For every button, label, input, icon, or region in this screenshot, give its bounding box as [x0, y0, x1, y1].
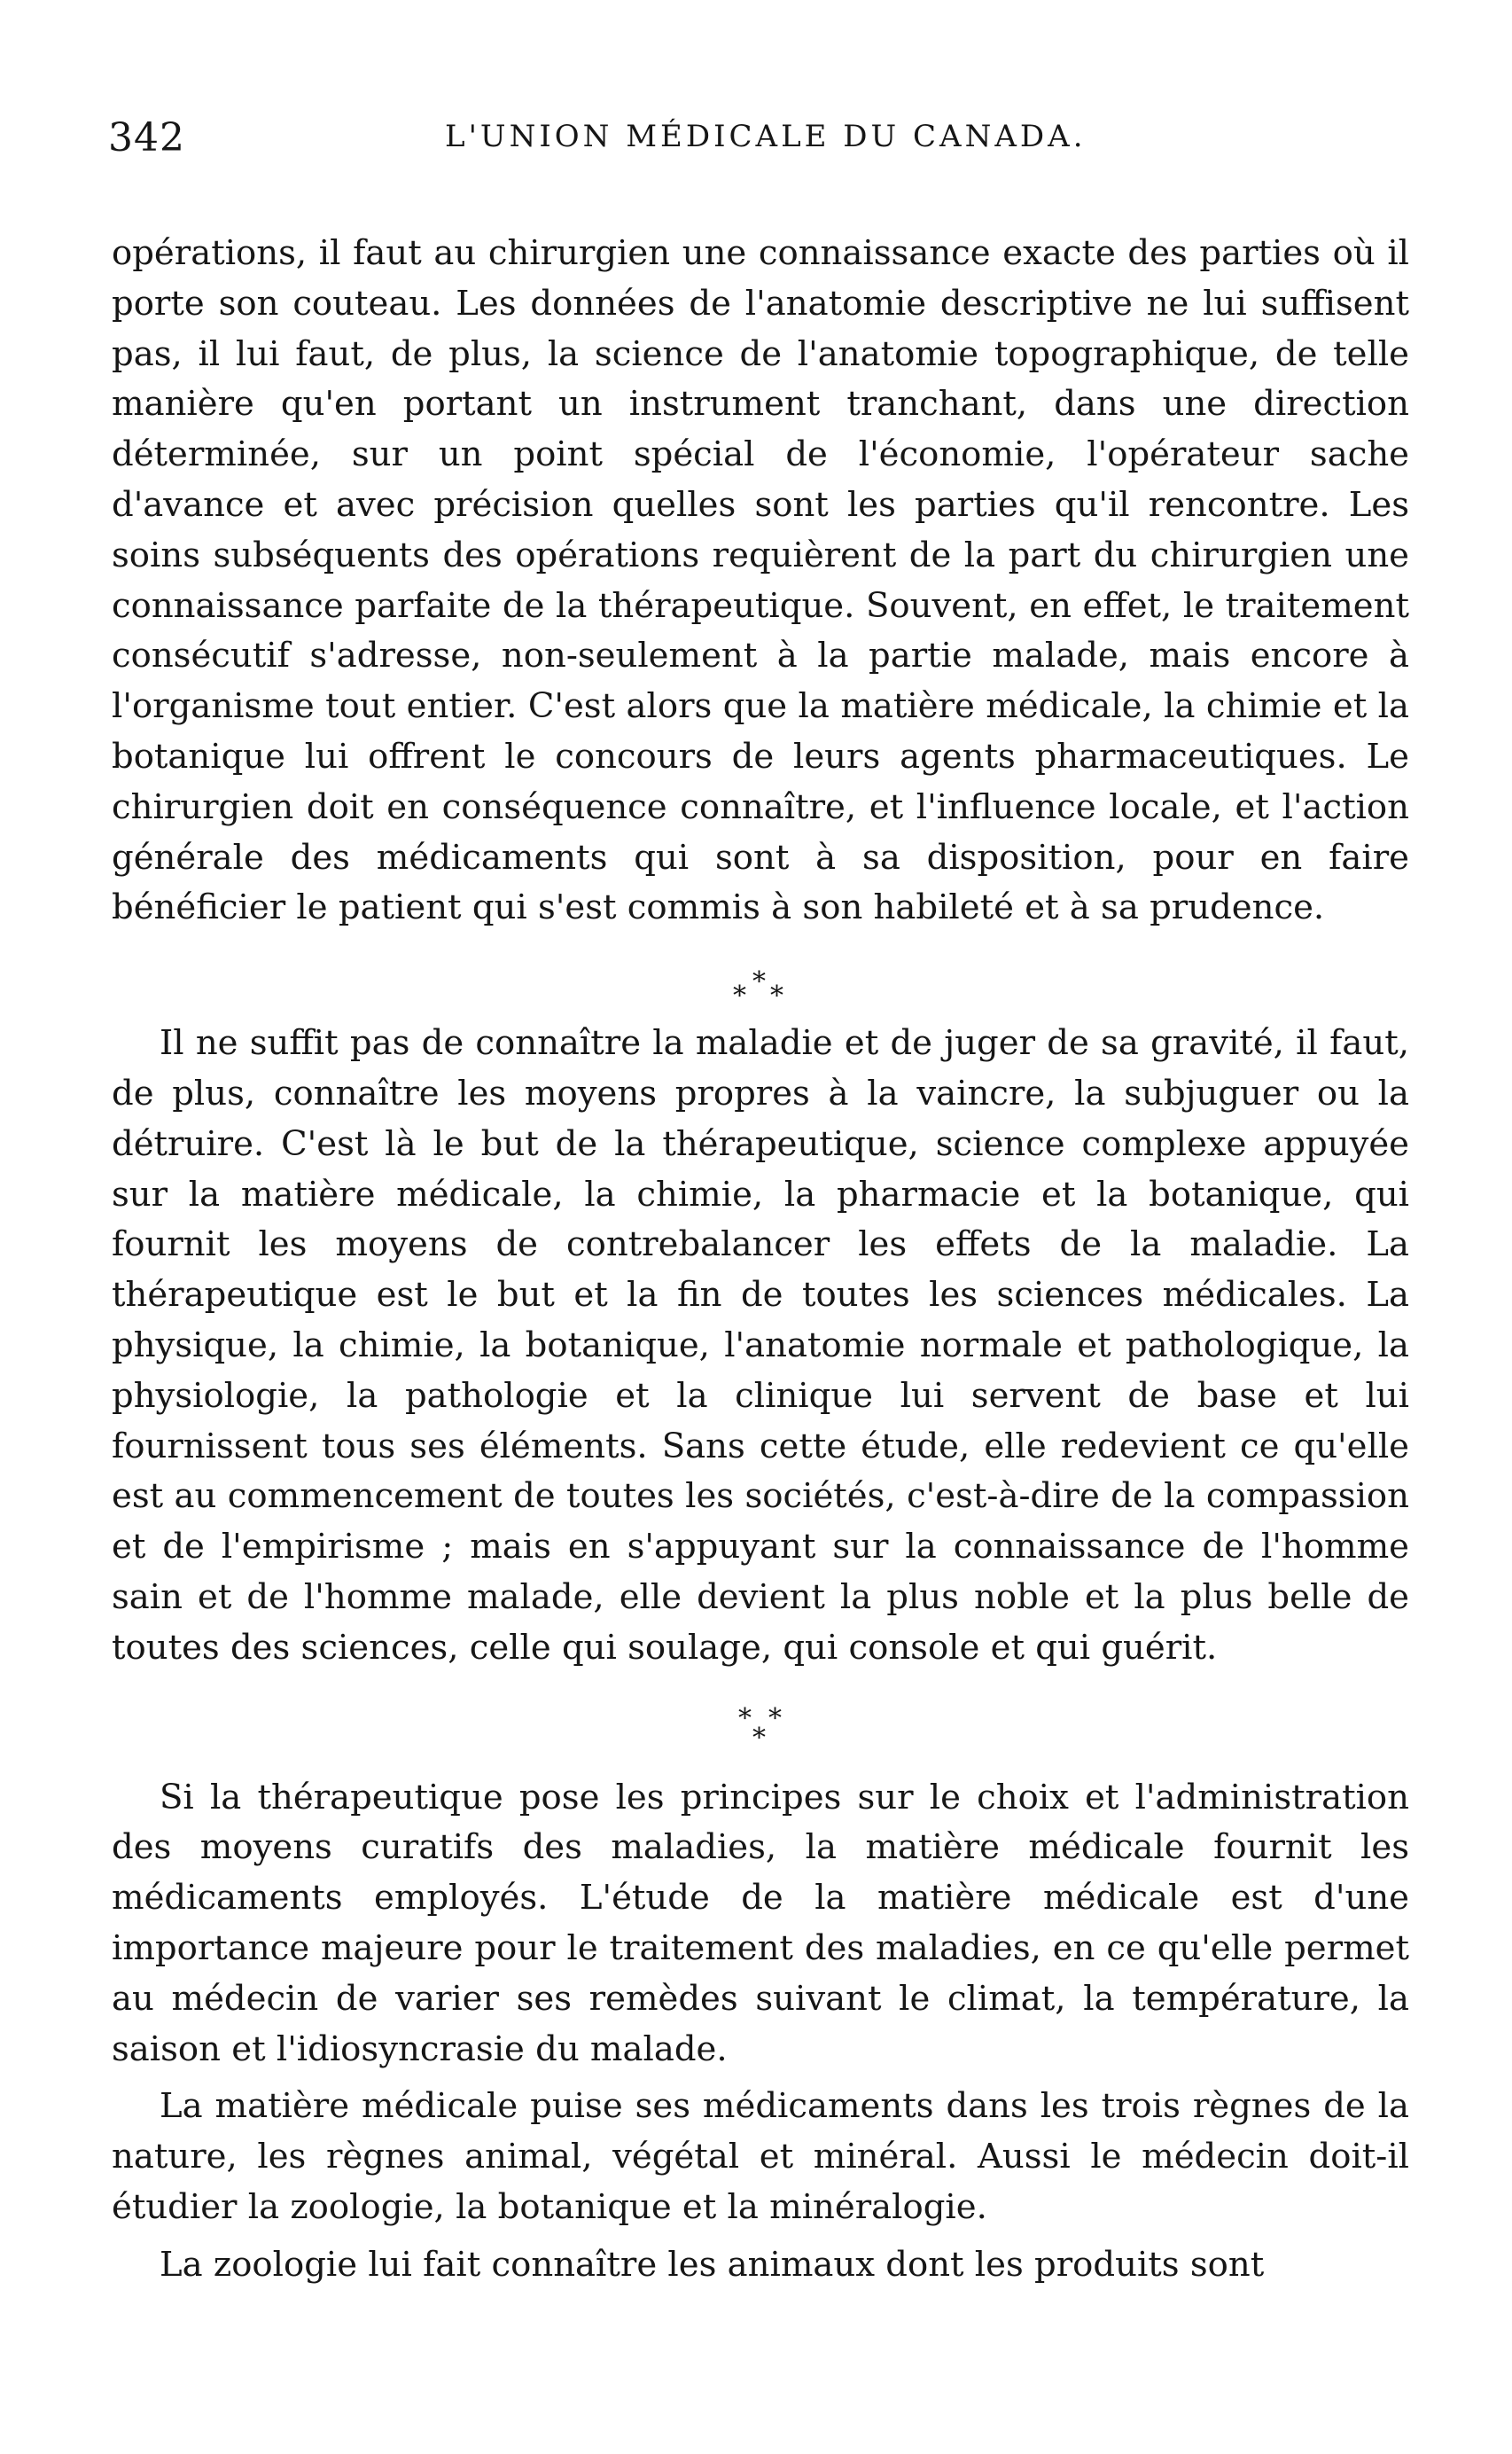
asterism — [729, 1702, 791, 1754]
section-separator — [112, 1674, 1409, 1773]
running-title: L'UNION MÉDICALE DU CANADA. — [445, 119, 1087, 154]
paragraph: Il ne suffit pas de connaître la maladie et de juger de sa gravité, il faut, de plus, connaître les moyens propres à la vaincre, la subjuguer ou la détruire. C'est là le but de la thérapeutique, science complexe appuyée sur la matière médicale, la chimie, la pharmacie et la botanique, qui fournit les moyens de contrebalancer les effets de la maladie. La thérapeutique est le but et la fin de toutes les sciences médicales. La physique, la chimie, la botanique, l'anatomie normale et pathologique, la physiologie, la pathologie et la clinique lui servent de base et lui fournissent tous ses éléments. Sans cette étude, elle redevient ce qu'elle est au commencement de toutes les sociétés, c'est-à-dire de la compassion et de l'empirisme ; mais en s'appuyant sur la connaissance de l'homme sain et de l'homme malade, elle devient la plus noble et la plus belle de toutes des sciences, celle qui soulage, qui console et qui guérit. — [112, 1023, 1409, 1668]
body-text — [112, 229, 1409, 2290]
section-separator — [112, 934, 1409, 1019]
asterisk: * — [752, 1722, 766, 1754]
page-number: 342 — [108, 115, 185, 160]
asterisk: * — [770, 981, 783, 1012]
asterism — [729, 966, 791, 1013]
asterisk: * — [768, 1702, 782, 1734]
asterisk: * — [752, 966, 766, 998]
paragraph: La matière médicale puise ses médicaments dans les trois règnes de la nature, les règnes animal, végétal et minéral. Aussi le médecin doit-il étudier la zoologie, la botanique et la minéralogie. — [112, 2086, 1409, 2227]
paragraph: La zoologie lui fait connaître les animaux dont les produits sont — [160, 2244, 1265, 2285]
paragraph-continuation: opérations, il faut au chirurgien une connaissance exacte des parties où il porte son couteau. Les données de l'anatomie descriptive ne lui suffisent pas, il lui faut, de plus, la science de l'anatomie topographique, de telle manière qu'en portant un instrument tranchant, dans une direction déterminée, sur un point spécial de l'économie, l'opérateur sache d'avance et avec précision quelles sont les parties qu'il rencontre. Les soins subséquents des opérations requièrent de la part du chirurgien une connaissance parfaite de la thérapeutique. Souvent, en effet, le traitement consécutif s'adresse, non-seulement à la partie malade, mais encore à l'organisme tout entier. C'est alors que la matière médicale, la chimie et la botanique lui offrent le concours de leurs agents pharmaceutiques. Le chirurgien doit en conséquence connaître, et l'influence locale, et l'action générale des médicaments qui sont à sa disposition, pour en faire bénéficier le patient qui s'est commis à son habileté et à sa prudence. — [112, 233, 1409, 928]
page-header — [108, 115, 1411, 168]
asterisk: * — [738, 1702, 752, 1734]
paragraph: Si la thérapeutique pose les principes sur le choix et l'administration des moyens curatifs des maladies, la matière médicale fournit les médicaments employés. L'étude de la matière médicale est d'une importance majeure pour le traitement des maladies, en ce qu'elle permet au médecin de varier ses remèdes suivant le climat, la température, la saison et l'idiosyncrasie du malade. — [112, 1777, 1409, 2069]
asterisk: * — [733, 981, 746, 1012]
